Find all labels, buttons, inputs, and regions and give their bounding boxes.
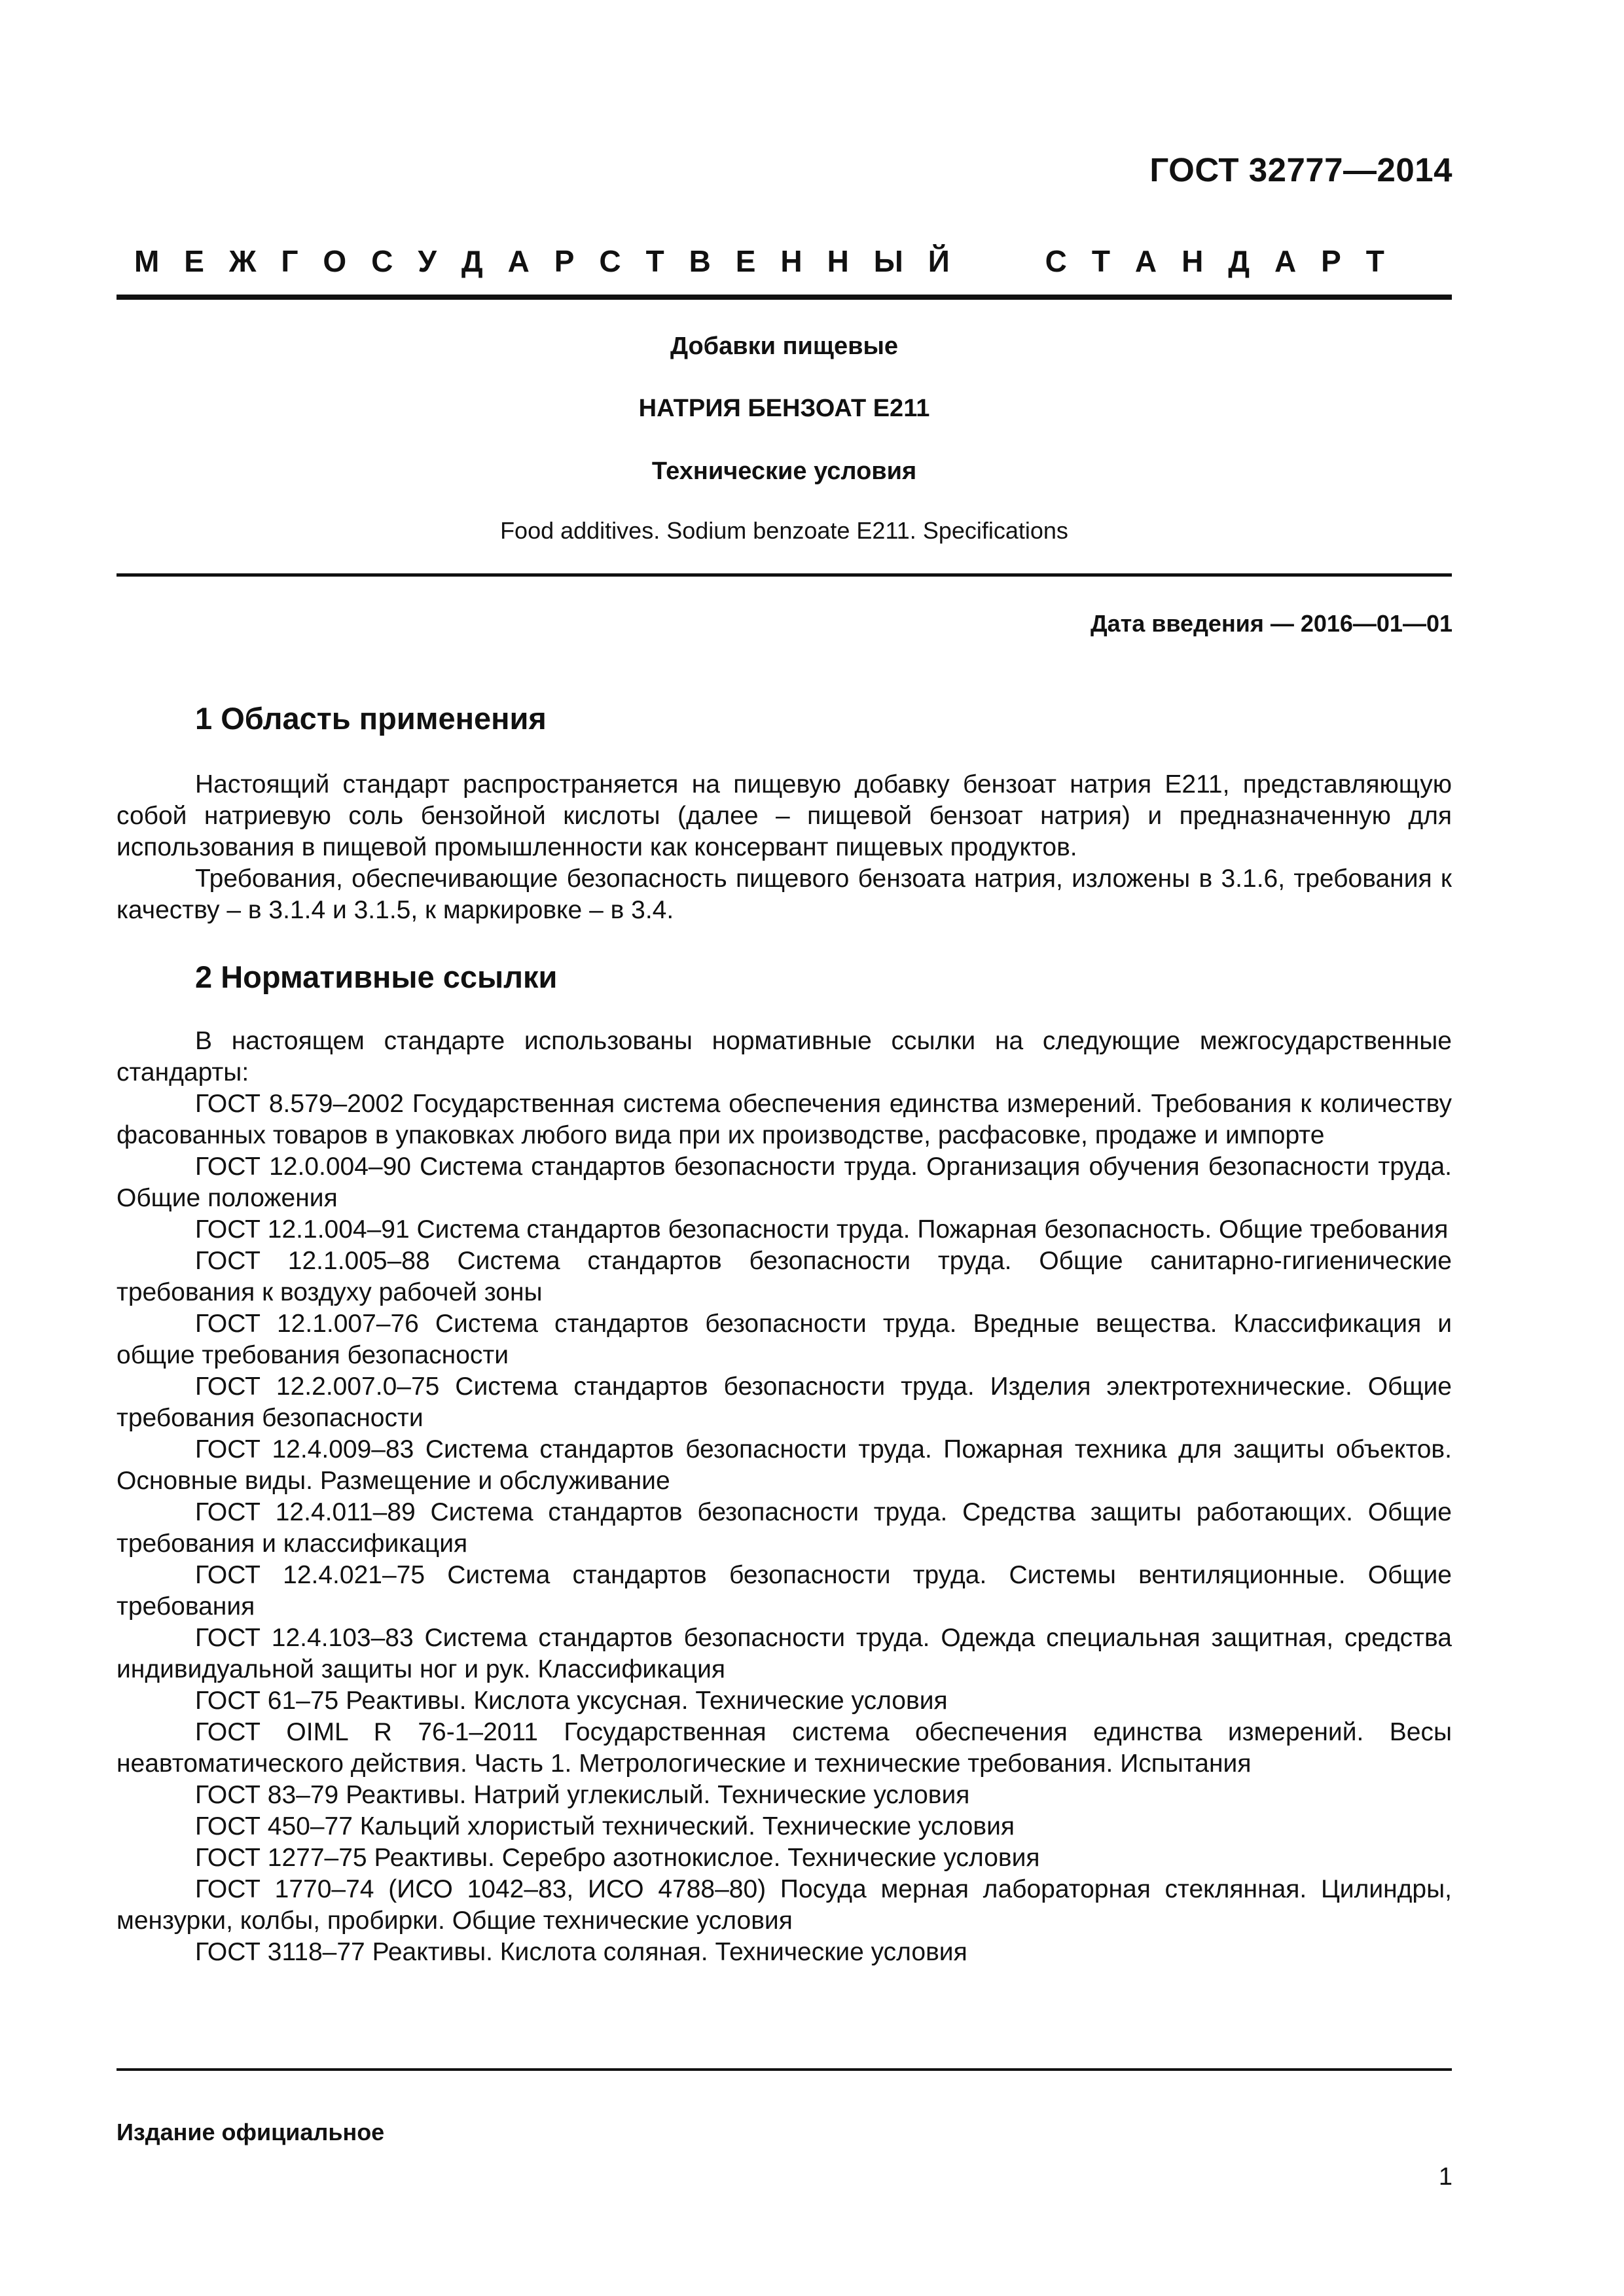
banner-letter: М bbox=[134, 244, 160, 278]
banner-letter: О bbox=[323, 244, 347, 278]
reference-item: ГОСТ 1770–74 (ИСО 1042–83, ИСО 4788–80) Посуда мерная лабораторная стеклянная. Цилиндры, мензурки, колбы, пробирки. Общие технические условия bbox=[117, 1875, 1452, 1935]
banner-letter: В bbox=[689, 244, 711, 278]
banner-letter: У bbox=[418, 244, 437, 278]
reference-item: ГОСТ 450–77 Кальций хлористый технический. Технические условия bbox=[195, 1812, 1015, 1840]
reference-item: ГОСТ 12.4.011–89 Система стандартов безопасности труда. Средства защиты работающих. Общие требования и классификация bbox=[117, 1498, 1452, 1558]
banner-letter: Ж bbox=[228, 244, 257, 278]
reference-item: ГОСТ 12.1.005–88 Система стандартов безопасности труда. Общие санитарно-гигиенические требования к воздуху рабочей зоны bbox=[117, 1247, 1452, 1306]
intro-date: Дата введения — 2016—01—01 bbox=[1090, 610, 1453, 637]
gost-number: ГОСТ 32777—2014 bbox=[1149, 151, 1453, 188]
section2-heading: 2 Нормативные ссылки bbox=[195, 960, 558, 994]
banner-letter: Н bbox=[827, 244, 849, 278]
edition-label: Издание официальное bbox=[117, 2119, 385, 2145]
reference-item: ГОСТ 3118–77 Реактивы. Кислота соляная. Технические условия bbox=[195, 1938, 967, 1966]
paragraph: Настоящий стандарт распространяется на пищевую добавку бензоат натрия Е211, представляющую собой натриевую соль бензойной кислоты (далее – пищевой бензоат натрия) и предназначенную для использования в пищевой промышленности как консервант пищевых продуктов. bbox=[117, 770, 1452, 861]
section2-body bbox=[117, 1026, 1452, 1968]
banner-letter: Ы bbox=[873, 244, 903, 278]
banner-letter: Й bbox=[928, 244, 950, 278]
banner-letter: Р bbox=[554, 244, 575, 278]
title-english: Food additives. Sodium benzoate E211. Specifications bbox=[500, 517, 1068, 544]
reference-item: ГОСТ 12.2.007.0–75 Система стандартов безопасности труда. Изделия электротехнические. Общие требования безопасности bbox=[117, 1372, 1452, 1432]
paragraph: Требования, обеспечивающие безопасность пищевого бензоата натрия, изложены в 3.1.6, требования к качеству – в 3.1.4 и 3.1.5, к маркировке – в 3.4. bbox=[117, 865, 1452, 924]
banner-letter: Н bbox=[1182, 244, 1204, 278]
banner-letter: Е bbox=[735, 244, 756, 278]
reference-item: ГОСТ 83–79 Реактивы. Натрий углекислый. Технические условия bbox=[195, 1781, 970, 1809]
interstate-standard-banner bbox=[134, 243, 1384, 279]
reference-item: ГОСТ 61–75 Реактивы. Кислота уксусная. Технические условия bbox=[195, 1687, 948, 1715]
reference-item: ГОСТ 12.0.004–90 Система стандартов безопасности труда. Организация обучения безопасности труда. Общие положения bbox=[117, 1153, 1452, 1212]
banner-letter: Т bbox=[1365, 244, 1384, 278]
reference-item: ГОСТ 12.1.007–76 Система стандартов безопасности труда. Вредные вещества. Классификация и общие требования безопасности bbox=[117, 1310, 1452, 1369]
reference-item: ГОСТ 12.4.103–83 Система стандартов безопасности труда. Одежда специальная защитная, средства индивидуальной защиты ног и рук. Классификация bbox=[117, 1624, 1452, 1683]
banner-letter: А bbox=[1134, 244, 1157, 278]
banner-letter: С bbox=[599, 244, 621, 278]
banner-letter: Г bbox=[281, 244, 298, 278]
banner-word-gap bbox=[975, 243, 1020, 279]
header-rule bbox=[117, 295, 1452, 300]
title-category: Добавки пищевые bbox=[670, 332, 899, 360]
banner-letter: С bbox=[1045, 244, 1067, 278]
banner-letter: Д bbox=[461, 244, 483, 278]
banner-letter: Р bbox=[1321, 244, 1341, 278]
banner-letter: Д bbox=[1228, 244, 1250, 278]
reference-item: ГОСТ 12.1.004–91 Система стандартов безопасности труда. Пожарная безопасность. Общие требования bbox=[195, 1215, 1449, 1244]
title-subtitle: Технические условия bbox=[651, 457, 917, 485]
reference-item: ГОСТ 8.579–2002 Государственная система обеспечения единства измерений. Требования к количеству фасованных товаров в упаковках любого вида при их производстве, расфасовке, продаже и импорте bbox=[117, 1090, 1452, 1149]
banner-letter: А bbox=[1274, 244, 1297, 278]
banner-letter: Н bbox=[780, 244, 803, 278]
banner-letter: Т bbox=[645, 244, 664, 278]
reference-item: ГОСТ 1277–75 Реактивы. Серебро азотнокислое. Технические условия bbox=[195, 1844, 1040, 1872]
reference-item: ГОСТ 12.4.009–83 Система стандартов безопасности труда. Пожарная техника для защиты объектов. Основные виды. Размещение и обслуживание bbox=[117, 1435, 1452, 1495]
page-number: 1 bbox=[1438, 2163, 1453, 2191]
title-rule bbox=[117, 573, 1452, 577]
section1-body bbox=[117, 769, 1452, 926]
banner-letter: Е bbox=[184, 244, 204, 278]
reference-item: ГОСТ OIML R 76-1–2011 Государственная система обеспечения единства измерений. Весы неавтоматического действия. Часть 1. Метрологические и технические требования. Испытания bbox=[117, 1718, 1452, 1778]
footer-rule bbox=[117, 2068, 1452, 2071]
banner-letter: Т bbox=[1091, 244, 1110, 278]
section1-heading: 1 Область применения bbox=[195, 701, 547, 736]
banner-letter: С bbox=[371, 244, 393, 278]
paragraph: В настоящем стандарте использованы нормативные ссылки на следующие межгосударственные стандарты: bbox=[117, 1027, 1452, 1086]
title-product: НАТРИЯ БЕНЗОАТ Е211 bbox=[638, 395, 930, 422]
reference-item: ГОСТ 12.4.021–75 Система стандартов безопасности труда. Системы вентиляционные. Общие требования bbox=[117, 1561, 1452, 1621]
banner-letter: А bbox=[507, 244, 530, 278]
